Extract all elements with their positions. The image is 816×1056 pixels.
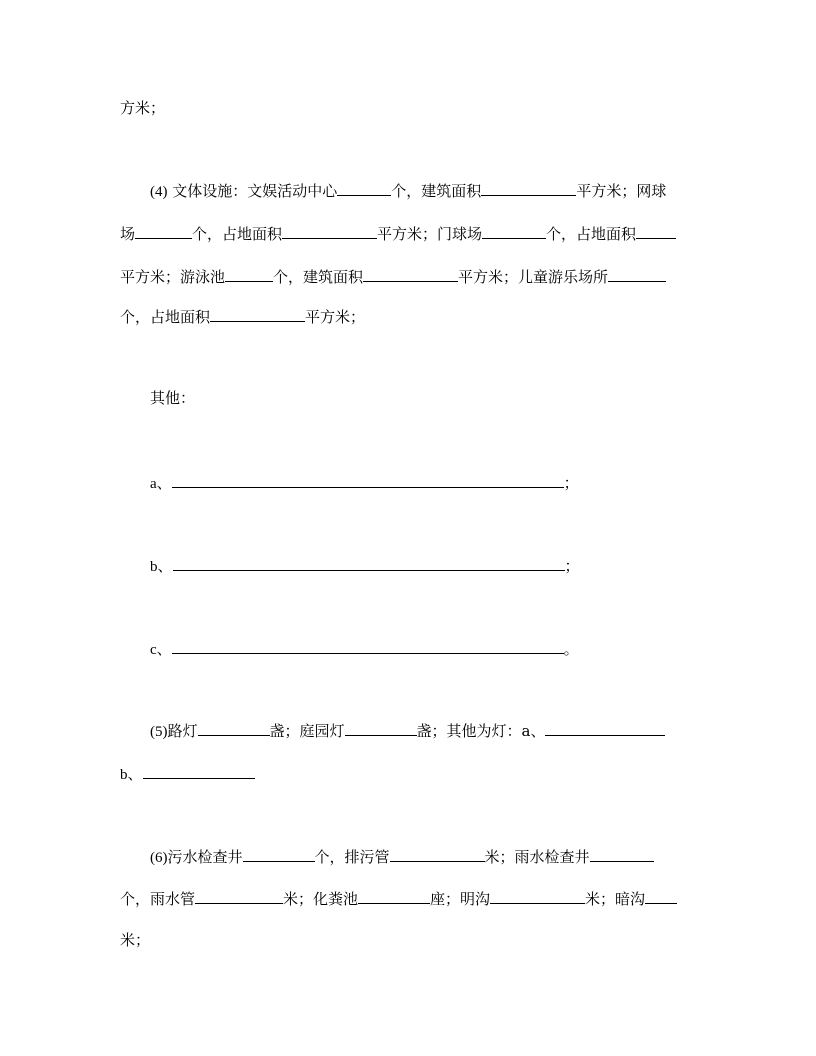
other-label	[150, 388, 195, 408]
other-item-a	[150, 472, 579, 494]
blank-field[interactable]	[490, 888, 585, 904]
blank-field[interactable]	[195, 888, 283, 904]
section-5-line-1	[150, 720, 665, 742]
blank-field[interactable]	[345, 720, 417, 736]
text: 米；	[120, 931, 151, 949]
section-6-line-3	[120, 930, 150, 950]
text: 个，占地面积	[120, 308, 211, 326]
text: 平方米；门球场	[377, 225, 483, 243]
blank-field[interactable]	[590, 846, 654, 862]
item-number: (6)	[150, 850, 168, 866]
text: 个，雨水管	[120, 890, 196, 908]
blank-field[interactable]	[282, 223, 377, 239]
blank-field[interactable]	[636, 223, 676, 239]
section-6-line-2	[120, 888, 677, 909]
text: 污水检查井	[167, 848, 243, 866]
section-4-line-3	[120, 266, 666, 287]
text: 。	[563, 640, 579, 658]
item-label: b、	[120, 767, 143, 783]
item-label: a、	[150, 476, 172, 492]
blank-field[interactable]	[337, 180, 391, 196]
section-4-line-4	[120, 306, 365, 327]
item-number: (4)	[150, 184, 168, 200]
item-label: c、	[150, 642, 172, 658]
blank-field[interactable]	[481, 180, 576, 196]
text: 路灯	[167, 722, 198, 740]
section-5-line-2	[120, 763, 255, 785]
text: 米；化粪池	[283, 890, 359, 908]
text: 场	[120, 225, 136, 243]
text: 盏；其他为灯：a、	[416, 722, 546, 740]
text: 平方米；儿童游乐场所	[458, 268, 609, 286]
blank-field[interactable]	[198, 720, 270, 736]
text: 文体设施：文娱活动中心	[172, 182, 338, 200]
blank-field[interactable]	[243, 846, 315, 862]
text: 个，排污管	[314, 848, 390, 866]
blank-field[interactable]	[210, 306, 305, 322]
text: 个，建筑面积	[391, 182, 482, 200]
blank-field[interactable]	[358, 888, 430, 904]
text: 其他：	[150, 389, 196, 407]
text: 米；暗沟	[585, 890, 646, 908]
text-line-1	[120, 98, 165, 118]
blank-field[interactable]	[545, 720, 665, 736]
text: 方米；	[120, 99, 166, 117]
text: ；	[563, 474, 579, 492]
blank-field[interactable]	[173, 555, 565, 571]
text: 个，占地面积	[192, 225, 283, 243]
section-4-line-1	[150, 180, 666, 202]
section-4-line-2	[120, 223, 676, 244]
other-item-c	[150, 638, 579, 660]
blank-field[interactable]	[172, 638, 564, 654]
blank-field[interactable]	[225, 266, 273, 282]
section-6-line-1	[150, 846, 654, 868]
blank-field[interactable]	[172, 472, 564, 488]
blank-field[interactable]	[608, 266, 666, 282]
blank-field[interactable]	[482, 223, 546, 239]
text: 盏；庭园灯	[269, 722, 345, 740]
text: 平方米；游泳池	[120, 268, 226, 286]
blank-field[interactable]	[135, 223, 192, 239]
blank-field[interactable]	[645, 888, 677, 904]
other-item-b	[150, 555, 580, 577]
text: 座；明沟	[430, 890, 491, 908]
blank-field[interactable]	[363, 266, 458, 282]
text: 平方米；网球	[576, 182, 667, 200]
text: 个，建筑面积	[273, 268, 364, 286]
text: 平方米；	[305, 308, 366, 326]
text: 米；雨水检查井	[484, 848, 590, 866]
text: ；	[564, 557, 580, 575]
text: 个，占地面积	[546, 225, 637, 243]
item-number: (5)	[150, 724, 168, 740]
item-label: b、	[150, 559, 173, 575]
blank-field[interactable]	[143, 763, 255, 779]
blank-field[interactable]	[390, 846, 485, 862]
